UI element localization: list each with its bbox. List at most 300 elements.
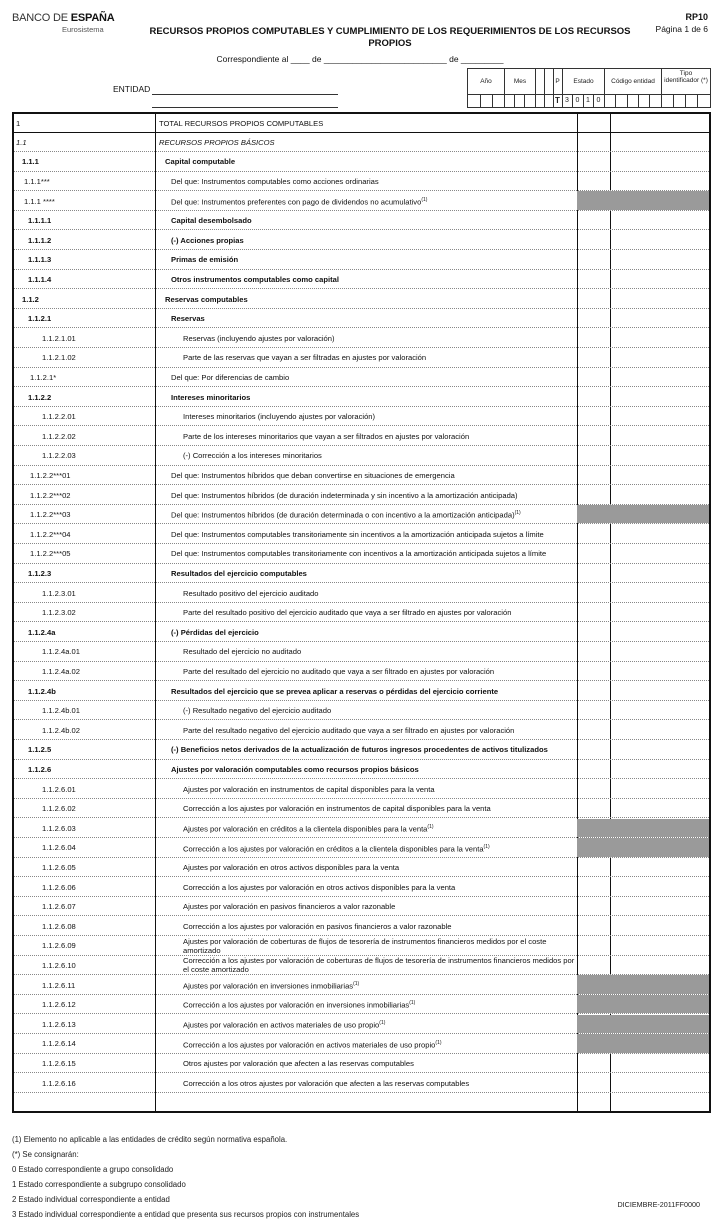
row-description-text: Resultados del ejercicio computables xyxy=(171,568,307,578)
row-description-text: Parte del resultado positivo del ejercicio auditado que vaya a ser filtrado en ajustes por valoración xyxy=(183,608,512,618)
value-cell[interactable] xyxy=(578,407,609,426)
row-description xyxy=(157,740,575,760)
value-cell[interactable] xyxy=(578,799,609,818)
table-row xyxy=(14,466,709,486)
grid-divider xyxy=(604,69,605,107)
row-code: 1.1.1 xyxy=(22,157,39,167)
row-description-text: Resultado del ejercicio no auditado xyxy=(183,647,302,657)
row-description-text: (-) Beneficios netos derivados de la actualización de futuros ingresos procedentes de activos titulizados xyxy=(171,745,548,755)
form-reference: DICIEMBRE-2011FF0000 xyxy=(617,1200,700,1209)
row-description xyxy=(157,799,575,819)
value-cell[interactable] xyxy=(578,446,609,465)
row-code: 1.1.2.6.15 xyxy=(42,1058,76,1068)
value-cell[interactable] xyxy=(578,583,609,602)
row-description xyxy=(157,270,575,290)
row-code: 1.1.2.3.01 xyxy=(42,588,76,598)
value-cell[interactable] xyxy=(578,289,609,308)
row-code: 1.1.2.4b xyxy=(28,686,56,696)
value-cell[interactable] xyxy=(578,642,609,661)
row-description xyxy=(157,485,575,505)
row-code: 1.1.2.2.03 xyxy=(42,451,76,461)
row-description-text: Corrección a los ajustes por valoración en pasivos financieros a valor razonable xyxy=(183,921,452,931)
value-cell[interactable] xyxy=(611,270,709,289)
value-cell[interactable] xyxy=(578,681,609,700)
value-cell xyxy=(611,838,709,857)
page-indicator: Página 1 de 6 xyxy=(655,24,708,34)
value-cell[interactable] xyxy=(578,936,609,955)
table-row xyxy=(14,231,709,251)
value-cell[interactable] xyxy=(578,1054,609,1073)
row-description-text: Otros instrumentos computables como capital xyxy=(171,274,339,284)
row-code: 1.1.2.6.07 xyxy=(42,902,76,912)
row-description-text: Del que: Instrumentos computables transitoriamente sin incentivos a la amortización anticipada sujetos a límite xyxy=(171,529,544,539)
table-row xyxy=(14,270,709,290)
row-description xyxy=(157,172,575,192)
table-row xyxy=(14,583,709,603)
row-description-text: Capital computable xyxy=(165,157,236,167)
row-description xyxy=(157,779,575,799)
footnote-5: 2 Estado individual correspondiente a entidad xyxy=(12,1195,170,1204)
row-description xyxy=(157,956,575,976)
value-cell[interactable] xyxy=(611,936,709,955)
row-description xyxy=(157,114,575,133)
row-description-text: (-) Acciones propias xyxy=(171,235,244,245)
value-cell[interactable] xyxy=(578,662,609,681)
row-description-text: Del que: Instrumentos híbridos que deban convertirse en situaciones de emergencia xyxy=(171,470,455,480)
row-description-text: Ajustes por valoración de coberturas de flujos de tesorería de instrumentos financieros medidos por el coste amortizado xyxy=(183,936,547,955)
row-code: 1.1.2.4a.02 xyxy=(42,666,81,676)
row-code: 1.1.2.1 xyxy=(28,314,52,324)
value-cell[interactable] xyxy=(578,172,609,191)
table-row xyxy=(14,936,709,956)
value-cell[interactable] xyxy=(578,544,609,563)
row-code: 1.1.1.2 xyxy=(28,235,52,245)
value-cell[interactable] xyxy=(611,917,709,936)
table-row xyxy=(14,368,709,388)
table-row xyxy=(14,407,709,427)
row-code: 1.1.2.6.11 xyxy=(42,980,76,990)
grid-divider xyxy=(544,69,545,107)
table-row xyxy=(14,642,709,662)
row-code: 1.1.2.6.04 xyxy=(42,843,76,853)
table-row xyxy=(14,799,709,819)
value-cell xyxy=(611,505,709,524)
row-code: 1.1.2.6.10 xyxy=(42,960,76,970)
entidad-label: ENTIDAD xyxy=(113,84,151,94)
value-cell xyxy=(611,975,709,994)
grid-divider xyxy=(492,94,493,107)
value-cell[interactable] xyxy=(578,114,609,132)
value-cell[interactable] xyxy=(578,368,609,387)
footnote-2: (*) Se consignarán: xyxy=(12,1150,79,1159)
row-description xyxy=(157,544,575,564)
value-cell[interactable] xyxy=(611,858,709,877)
value-cell[interactable] xyxy=(578,387,609,406)
row-description xyxy=(157,603,575,623)
row-description-text: Ajustes por valoración en instrumentos de capital disponibles para la venta xyxy=(183,784,435,794)
row-code: 1.1.2.2***04 xyxy=(30,529,71,539)
table-row xyxy=(14,211,709,231)
row-description-text: Parte del resultado negativo del ejercicio auditado que vaya a ser filtrado en ajustes por valoración xyxy=(183,725,515,735)
row-code: 1.1.2.6.08 xyxy=(42,921,76,931)
row-description xyxy=(157,564,575,584)
row-description-text: Parte de las reservas que vayan a ser filtradas en ajustes por valoración xyxy=(183,353,427,363)
value-cell xyxy=(611,191,709,210)
table-row xyxy=(14,191,709,211)
row-code: 1 xyxy=(16,118,21,128)
value-cell xyxy=(578,1034,609,1053)
row-description xyxy=(157,329,575,349)
row-description-text: Ajustes por valoración en pasivos financieros a valor razonable xyxy=(183,902,396,912)
value-cell[interactable] xyxy=(578,564,609,583)
value-cell[interactable] xyxy=(611,427,709,446)
row-description-text: Del que: Instrumentos computables como acciones ordinarias xyxy=(171,176,379,186)
row-code: 1.1.2.1.02 xyxy=(42,353,76,363)
row-description-text: Del que: Por diferencias de cambio xyxy=(171,372,290,382)
value-cell[interactable] xyxy=(578,917,609,936)
row-code: 1.1.2.6.09 xyxy=(42,941,76,951)
row-description xyxy=(157,642,575,662)
row-description xyxy=(157,917,575,937)
year-label: Año xyxy=(480,78,492,85)
row-code: 1.1.2.6.05 xyxy=(42,862,76,872)
table-row xyxy=(14,721,709,741)
month-label: Mes xyxy=(513,78,527,85)
table-row xyxy=(14,779,709,799)
table-row xyxy=(14,1073,709,1093)
row-code: 1.1.2.6.03 xyxy=(42,823,76,833)
value-cell[interactable] xyxy=(578,721,609,740)
value-cell xyxy=(578,1015,609,1034)
row-description xyxy=(157,858,575,878)
logo-text-regular: BANCO DE xyxy=(12,12,71,24)
table-row xyxy=(14,544,709,564)
row-description-text: (-) Pérdidas del ejercicio xyxy=(171,627,259,637)
row-code: 1.1.1 **** xyxy=(24,196,55,206)
table-row xyxy=(14,505,709,525)
grid-divider xyxy=(514,94,515,107)
value-cell[interactable] xyxy=(611,211,709,230)
row-description-text: RECURSOS PROPIOS BÁSICOS xyxy=(159,137,275,147)
row-code: 1.1.2.2***01 xyxy=(30,470,71,480)
value-cell[interactable] xyxy=(611,368,709,387)
table-row xyxy=(14,623,709,643)
entidad-line-1[interactable] xyxy=(152,94,338,95)
footnote-3: 0 Estado correspondiente a grupo consolidado xyxy=(12,1165,174,1174)
value-cell[interactable] xyxy=(578,427,609,446)
row-description-text: Del que: Instrumentos preferentes con pago de dividendos no acumulativo$^{(1)}$ xyxy=(171,196,428,207)
row-code: 1.1 xyxy=(16,137,27,147)
row-description-text: Ajustes por valoración en inversiones inmobiliarias$^{(1)}$ xyxy=(183,980,360,991)
value-cell xyxy=(611,1015,709,1034)
table-row xyxy=(14,838,709,858)
value-cell[interactable] xyxy=(611,172,709,191)
row-code: 1.1.2.4b.01 xyxy=(42,706,81,716)
page-title: RECURSOS PROPIOS COMPUTABLES Y CUMPLIMIENTO DE LOS REQUERIMIENTOS DE LOS RECURSOS PROPIOS xyxy=(149,26,631,49)
value-cell[interactable] xyxy=(611,779,709,798)
value-cell[interactable] xyxy=(578,701,609,720)
value-cell[interactable] xyxy=(578,858,609,877)
row-description xyxy=(157,407,575,427)
footnote-6: 3 Estado individual correspondiente a entidad que presenta sus recursos propios con instrumentales xyxy=(12,1210,360,1219)
row-code: 1.1.2.2 xyxy=(28,392,52,402)
row-code: 1.1.2.5 xyxy=(28,745,52,755)
row-code: 1.1.2.6.14 xyxy=(42,1039,76,1049)
footnote-marker: (1) xyxy=(353,980,360,987)
table-row xyxy=(14,329,709,349)
value-cell[interactable] xyxy=(578,740,609,759)
row-description xyxy=(157,466,575,486)
table-row xyxy=(14,564,709,584)
value-cell[interactable] xyxy=(611,387,709,406)
row-code: 1.1.2.3.02 xyxy=(42,608,76,618)
table-row xyxy=(14,1015,709,1035)
value-cell xyxy=(611,995,709,1014)
row-code: 1.1.2.2***05 xyxy=(30,549,71,559)
value-cell[interactable] xyxy=(578,466,609,485)
value-cell[interactable] xyxy=(611,309,709,328)
row-description xyxy=(157,289,575,309)
row-description-text: Otros ajustes por valoración que afecten a las reservas computables xyxy=(183,1058,414,1068)
table-row xyxy=(14,1034,709,1054)
grid-divider xyxy=(615,94,616,107)
value-cell[interactable] xyxy=(611,250,709,269)
value-cell[interactable] xyxy=(611,877,709,896)
value-cell[interactable] xyxy=(611,662,709,681)
table-row xyxy=(14,1054,709,1074)
value-cell[interactable] xyxy=(611,466,709,485)
value-cell[interactable] xyxy=(611,623,709,642)
footnote-marker: (1) xyxy=(427,824,434,831)
value-cell[interactable] xyxy=(578,779,609,798)
table-row xyxy=(14,133,709,153)
value-cell xyxy=(611,819,709,838)
row-code: 1.1.2.2.01 xyxy=(42,412,76,422)
row-description xyxy=(157,211,575,231)
row-code: 1.1.1.1 xyxy=(28,216,52,226)
row-description xyxy=(157,623,575,643)
row-description xyxy=(157,838,575,858)
value-cell[interactable] xyxy=(611,1073,709,1092)
codigo-entidad-label: Código entidad xyxy=(611,78,655,85)
row-code: 1.1.2.2***03 xyxy=(30,510,71,520)
value-cell[interactable] xyxy=(578,152,609,171)
row-code: 1.1.2.4b.02 xyxy=(42,725,81,735)
value-cell[interactable] xyxy=(611,133,709,152)
value-cell[interactable] xyxy=(611,897,709,916)
p-label: P xyxy=(555,78,560,85)
estado-digit: 0 xyxy=(575,97,580,104)
logo-text xyxy=(12,12,115,24)
row-description-text: Ajustes por valoración en activos materiales de uso propio$^{(1)}$ xyxy=(183,1020,386,1030)
value-cell xyxy=(578,819,609,838)
value-cell[interactable] xyxy=(578,760,609,779)
value-cell[interactable] xyxy=(578,329,609,348)
grid-divider xyxy=(685,94,686,107)
value-cell[interactable] xyxy=(578,250,609,269)
value-cell[interactable] xyxy=(611,956,709,975)
row-description-text: Resultado positivo del ejercicio auditado xyxy=(183,588,319,598)
row-description-text: Reservas (incluyendo ajustes por valoración) xyxy=(183,333,335,343)
value-cell[interactable] xyxy=(611,152,709,171)
value-cell[interactable] xyxy=(611,583,709,602)
row-description xyxy=(157,368,575,388)
row-code: 1.1.2.2.02 xyxy=(42,431,76,441)
value-cell[interactable] xyxy=(611,799,709,818)
table-row xyxy=(14,485,709,505)
row-code: 1.1.2.6.12 xyxy=(42,1000,76,1010)
value-cell[interactable] xyxy=(611,525,709,544)
value-cell[interactable] xyxy=(611,348,709,367)
row-description xyxy=(157,152,575,172)
value-cell[interactable] xyxy=(611,642,709,661)
value-cell[interactable] xyxy=(578,309,609,328)
footnote-marker: (1) xyxy=(421,196,428,203)
row-description xyxy=(157,387,575,407)
row-description-text: Del que: Instrumentos híbridos (de duración determinada o con incentivo a la amortización anticipada)$^{(1)}$ xyxy=(171,510,521,520)
value-cell[interactable] xyxy=(578,956,609,975)
row-description xyxy=(157,681,575,701)
value-cell[interactable] xyxy=(578,211,609,230)
row-description-text: Del que: Instrumentos híbridos (de duración indeterminada y sin incentivo a la amortización anticipada) xyxy=(171,490,518,500)
table-row xyxy=(14,877,709,897)
banco-de-espana-logo xyxy=(12,12,115,34)
row-description xyxy=(157,1054,575,1074)
table-row xyxy=(14,917,709,937)
row-description-text: Del que: Instrumentos computables transitoriamente con incentivos a la amortización anticipada sujetos a límite xyxy=(171,549,547,559)
value-cell[interactable] xyxy=(578,231,609,250)
value-cell[interactable] xyxy=(611,603,709,622)
footnote-marker: (1) xyxy=(379,1020,386,1027)
table-row xyxy=(14,760,709,780)
grid-divider xyxy=(535,69,536,107)
table-row xyxy=(14,819,709,839)
table-row xyxy=(14,172,709,192)
value-cell xyxy=(578,191,609,210)
table-row xyxy=(14,348,709,368)
row-code: 1.1.1.3 xyxy=(28,255,52,265)
row-description xyxy=(157,427,575,447)
table-row xyxy=(14,662,709,682)
row-code: 1.1.2.2***02 xyxy=(30,490,71,500)
value-cell[interactable] xyxy=(611,564,709,583)
value-cell[interactable] xyxy=(578,897,609,916)
row-description xyxy=(157,583,575,603)
row-description xyxy=(157,662,575,682)
estado-digit: 1 xyxy=(586,97,590,104)
value-cell[interactable] xyxy=(611,721,709,740)
value-cell[interactable] xyxy=(578,133,609,152)
row-description-text: Ajustes por valoración en créditos a la clientela disponibles para la venta$^{(1)}$ xyxy=(183,824,434,834)
row-description-text: Corrección a los ajustes por valoración en inversiones inmobiliarias$^{(1)}$ xyxy=(183,1000,416,1010)
value-cell xyxy=(611,1034,709,1053)
estado-label: Estado xyxy=(573,78,594,85)
value-cell[interactable] xyxy=(611,231,709,250)
row-description xyxy=(157,348,575,368)
row-description xyxy=(157,975,575,995)
row-description-text: TOTAL RECURSOS PROPIOS COMPUTABLES xyxy=(159,118,324,128)
value-cell[interactable] xyxy=(611,1054,709,1073)
value-cell[interactable] xyxy=(578,525,609,544)
tipo-identificador-label: Tipo identificador (*) xyxy=(664,70,708,84)
value-cell[interactable] xyxy=(611,446,709,465)
form-code-block xyxy=(656,12,708,34)
value-cell[interactable] xyxy=(611,740,709,759)
row-code: 1.1.2.6.02 xyxy=(42,804,76,814)
footnote-marker: (1) xyxy=(409,1000,416,1007)
table-row xyxy=(14,858,709,878)
value-cell[interactable] xyxy=(611,485,709,504)
table-row xyxy=(14,525,709,545)
row-description xyxy=(157,525,575,545)
row-description-text: (-) Resultado negativo del ejercicio auditado xyxy=(183,706,332,716)
row-description-text: Intereses minoritarios (incluyendo ajustes por valoración) xyxy=(183,412,376,422)
value-cell[interactable] xyxy=(578,877,609,896)
table-row xyxy=(14,897,709,917)
value-cell xyxy=(578,995,609,1014)
recursos-propios-table xyxy=(12,112,711,1113)
value-cell[interactable] xyxy=(578,348,609,367)
row-code: 1.1.2.6.13 xyxy=(42,1019,76,1029)
row-description xyxy=(157,897,575,917)
identification-grid xyxy=(467,68,711,108)
row-description xyxy=(157,1015,575,1035)
row-code: 1.1.2.4a xyxy=(28,627,56,637)
row-code: 1.1.2.6.16 xyxy=(42,1078,76,1088)
value-cell[interactable] xyxy=(578,270,609,289)
value-cell[interactable] xyxy=(611,329,709,348)
value-cell[interactable] xyxy=(578,623,609,642)
value-cell[interactable] xyxy=(611,289,709,308)
value-cell[interactable] xyxy=(578,603,609,622)
value-cell[interactable] xyxy=(578,485,609,504)
value-cell[interactable] xyxy=(611,544,709,563)
row-description xyxy=(157,309,575,329)
value-cell[interactable] xyxy=(578,1073,609,1092)
row-code: 1.1.2.6 xyxy=(28,764,52,774)
value-cell[interactable] xyxy=(611,114,709,132)
value-cell[interactable] xyxy=(611,701,709,720)
table-row xyxy=(14,387,709,407)
footnote-marker: (1) xyxy=(435,1039,442,1046)
entidad-line-2[interactable] xyxy=(152,107,338,108)
value-cell[interactable] xyxy=(611,681,709,700)
table-row xyxy=(14,975,709,995)
value-cell xyxy=(578,975,609,994)
value-cell[interactable] xyxy=(611,407,709,426)
table-row xyxy=(14,995,709,1015)
table-row xyxy=(14,446,709,466)
row-description-text: Ajustes por valoración computables como recursos propios básicos xyxy=(171,764,419,774)
row-code: 1.1.1*** xyxy=(24,176,50,186)
row-description-text: Corrección a los ajustes por valoración en activos materiales de uso propio$^{(1)}$ xyxy=(183,1039,442,1050)
row-code: 1.1.2.6.06 xyxy=(42,882,76,892)
estado-digit: 0 xyxy=(596,97,601,104)
value-cell[interactable] xyxy=(611,760,709,779)
row-description-text: Reservas xyxy=(171,314,205,324)
row-description xyxy=(157,819,575,839)
grid-divider xyxy=(504,69,505,107)
row-code: 1.1.2.1* xyxy=(30,372,57,382)
table-row xyxy=(14,152,709,172)
table-row xyxy=(14,289,709,309)
row-description-text: Primas de emisión xyxy=(171,255,239,265)
row-description-text: Corrección a los ajustes por valoración en instrumentos de capital disponibles para la venta xyxy=(183,804,491,814)
table-row xyxy=(14,701,709,721)
row-description xyxy=(157,133,575,153)
row-description xyxy=(157,1034,575,1054)
footnote-4: 1 Estado correspondiente a subgrupo consolidado xyxy=(12,1180,186,1189)
